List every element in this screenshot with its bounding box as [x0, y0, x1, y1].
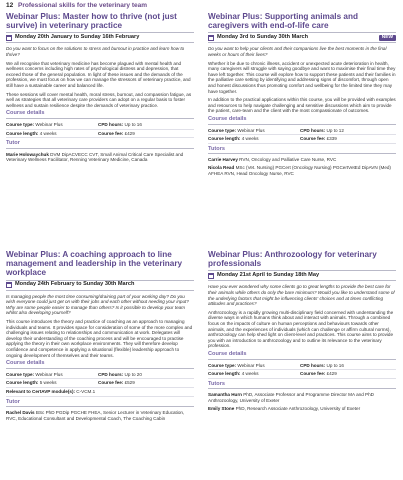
- details-row: Relevant to CertAVP module(s): C-VCM.1: [6, 388, 194, 397]
- course-body: In addition to the practical applications within this course, you will be provided with examples and resources to help navigate challenging and sensitive discussions which aim to provide the patient, care-team and the client with the most compassionate of outcomes.: [208, 97, 396, 114]
- details-row: Course type: Webinar Plus CPD hours: Up to 16: [6, 121, 194, 130]
- tutor-heading: Tutors: [208, 147, 396, 155]
- new-badge: NEW: [379, 35, 396, 41]
- calendar-icon: [208, 35, 214, 41]
- tutor-entry: Nicola Read MSc (Vet. Nursing) PGCert (Oncology Nursing) PGCertVetEd DipAVN (Med) AFHEA RVN, Head Oncology Nurse, RVC: [208, 164, 391, 176]
- tutor-heading: Tutor: [6, 400, 194, 408]
- course-body: These sessions will cover mental health, moral stress, burnout, and compassion fatigue, as well as strategies that all veterinary care providers can adopt on a regular basis to foster wellness and sustain resilience despite the demands of veterinary practice.: [6, 91, 192, 108]
- page-number: 12: [6, 2, 14, 9]
- details-row: Course type: Webinar Plus CPD hours: Up to 12: [208, 127, 396, 136]
- details-row: Course type: Webinar Plus CPD hours: Up to 20: [6, 371, 194, 380]
- tutor-heading: Tutors: [208, 382, 396, 390]
- course-title: Webinar Plus: A coaching approach to line management and leadership in the veterinary workplace: [6, 250, 183, 278]
- course-date: Monday 24th February to Sunday 30th March: [6, 280, 194, 291]
- details-row: Course length: 4 weeks Course fee: £339: [208, 135, 396, 144]
- details-heading: Course details: [208, 352, 396, 360]
- details-row: Course length: 4 weeks Course fee: £429: [208, 370, 396, 379]
- tutor-heading: Tutor: [6, 141, 194, 149]
- course-card-thrive: [6, 12, 194, 164]
- course-title: Webinar Plus: Anthrozoology for veterinary professionals: [208, 250, 377, 269]
- tutor-entry: Carrie Harvey RVN, Oncology and Palliative Care Nurse, RVC: [208, 157, 337, 163]
- course-title: Webinar Plus: Supporting animals and caregivers with end-of-life care: [208, 12, 358, 31]
- course-intro: Do you want to focus on the solutions to stress and burnout in practice and learn how to thrive?: [6, 46, 185, 57]
- calendar-icon: [6, 282, 12, 288]
- course-intro: Is managing people the most time consuming/draining part of your working day? Do you wish everyone could just get on with their jobs and each other without needing your input? Why are some people easier to manage than others? Is it possible to develop your team whilst also developing yourself?: [6, 293, 189, 316]
- details-row: Course length: 5 weeks Course fee: £529: [6, 379, 194, 388]
- calendar-icon: [6, 35, 12, 41]
- details-heading: Course details: [6, 111, 194, 119]
- tutor-entry: Samantha Hurn PhD, Associate Professor and Programme Director MA and PhD Anthrozoology, University of Exeter: [208, 392, 374, 403]
- page-header: [6, 2, 147, 9]
- course-body: This course introduces the theory and practice of coaching as an approach to managing individuals and teams. It provides space for consideration of some of the more complex and challenging issues relating to relationships and communication at work. Delegates will develop their understanding of the coaching process and will be encouraged to practise applying the theory in their own workplace environments. They will therefore develop confidence and competence in applying a situational (flexible) leadership approach to ongoing development of themselves and their teams.: [6, 318, 193, 358]
- course-date: Monday 20th January to Sunday 16th February: [6, 32, 194, 43]
- course-body: We all recognise that veterinary medicine has become plagued with mental health and wellness concerns including high rates of psychological distress and depression, that exceed those of the general population. In light of these issues and the demands of the profession, we must focus on how we can manage the stressors of veterinary practice, and still have a sustainable career and balanced life.: [6, 60, 191, 88]
- details-row: Course type: Webinar Plus CPD hours: Up to 16: [208, 362, 396, 371]
- course-card-end-of-life: [208, 12, 396, 177]
- course-title: Webinar Plus: Master how to thrive (not just survive) in veterinary practice: [6, 12, 177, 31]
- course-intro: Do you want to help your clients and their companions live the best moments in the final weeks or hours of their lives?: [208, 46, 387, 57]
- course-body: Whether it be due to chronic illness, accident or unexpected acute deterioration in health, many caregivers will struggle with saying goodbye and want to maximise their final time they have left together. This course will explore how to support these patients and their families in the palliative care setting by identifying and addressing signs of discomfort, through open and honest discussions thus promoting comfort and wellbeing for the limited time they may have together.: [208, 60, 396, 94]
- details-heading: Course details: [6, 361, 194, 369]
- details-heading: Course details: [208, 117, 396, 125]
- section-title: Professional skills for the veterinary team: [18, 2, 148, 9]
- course-card-coaching: [6, 250, 194, 422]
- course-intro: Have you ever wondered why some clients go to great lengths to provide the best care for their animals while others do only the bare minimum? Would you like to understand some of the underlying factors that might be influencing clients' choices and at times conflicting attitudes and practices?: [208, 284, 395, 307]
- course-date: Monday 21st April to Sunday 18th May: [208, 270, 396, 281]
- course-date: Monday 3rd to Sunday 30th March NEW: [208, 32, 396, 43]
- tutor-entry: Rachel Davis BSc PhD PGDip PGCHE FHEA, Senior Lecturer in Veterinary Education, RVC, Educational Consultant and Developmental Coach, The Coaching Cabin: [6, 410, 185, 421]
- tutor-entry: Marie Holowaychuk DVM DipACVECC CVT, Small Animal Critical Care Specialist and Veterinary Wellness Facilitator, Renning Veterinary Medicine, Canada: [6, 151, 184, 163]
- calendar-icon: [208, 273, 214, 279]
- tutor-entry: Emily Stone PhD, Research Associate Anthrozoology, University of Exeter: [208, 405, 361, 411]
- course-card-anthrozoology: [208, 250, 396, 412]
- course-body: Anthrozoology is a rapidly growing multi-disciplinary field concerned with understanding the diverse ways in which humans think about and interact with animals. Through a combined focus on the impacts of culture on human perceptions and behaviours towards other animals, and the experiences of individuals (which can challenge or affirm cultural norms), anthrozoology can help shed light on client-level and practices. This course aims to provide you with an introduction to anthrozoology and to outline its relevance to the veterinary profession.: [208, 309, 394, 349]
- details-row: Course length: 4 weeks Course fee: £429: [6, 130, 194, 139]
